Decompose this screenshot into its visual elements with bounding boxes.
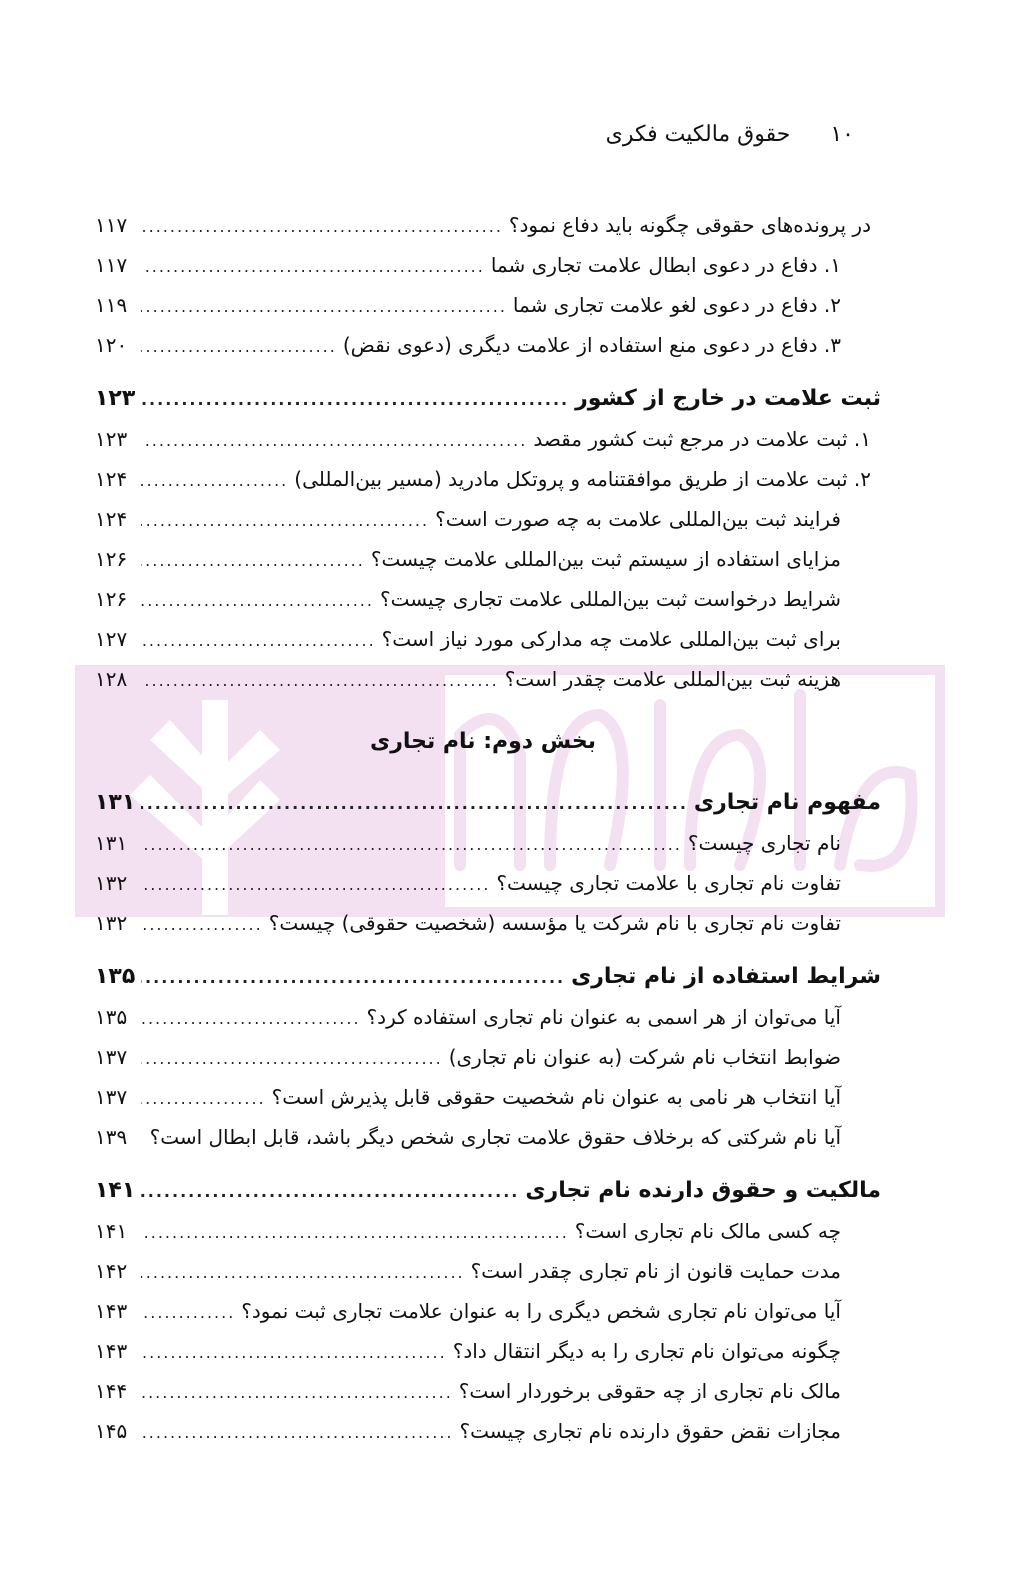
leader-dots [141, 421, 527, 461]
page-number: ۱۰ [830, 122, 854, 147]
leader-dots [141, 287, 507, 327]
leader-dots [141, 865, 490, 905]
toc-entry[interactable]: چه کسی مالک نام تجاری است؟ ..... ۱۴۱ [95, 1211, 871, 1251]
leader-dots [141, 541, 365, 581]
leader-dots [141, 661, 499, 701]
leader-dots [141, 1039, 443, 1079]
part-title: بخش دوم: نام تجاری [370, 729, 596, 754]
leader-dots [141, 461, 288, 501]
toc-entry[interactable]: چگونه می‌توان نام تجاری را به دیگر انتقال داد؟ ..... ۱۴۳ [95, 1331, 871, 1371]
leader-dots [141, 1333, 447, 1373]
toc-entry[interactable]: شرایط درخواست ثبت بین‌المللی علامت تجاری چیست؟ ..... ۱۲۶ [95, 579, 871, 619]
toc-entry[interactable]: آیا انتخاب هر نامی به عنوان نام شخصیت حقوقی قابل پذیرش است؟ ..... ۱۳۷ [95, 1077, 871, 1117]
toc-section-heading[interactable]: ثبت علامت در خارج از کشور ..... ۱۲۳ [95, 379, 871, 419]
leader-dots [141, 1293, 235, 1333]
toc-section-heading[interactable]: مالکیت و حقوق دارنده نام تجاری ..... ۱۴۱ [95, 1171, 871, 1211]
toc-entry[interactable]: تفاوت نام تجاری با نام شرکت یا مؤسسه (شخصیت حقوقی) چیست؟ ..... ۱۳۲ [95, 903, 871, 943]
toc-entry[interactable]: فرایند ثبت بین‌المللی علامت به چه صورت است؟ ..... ۱۲۴ [95, 499, 871, 539]
leader-dots [141, 1413, 453, 1453]
leader-dots [141, 380, 569, 420]
leader-dots [141, 501, 429, 541]
leader-dots [141, 958, 565, 998]
toc-entry[interactable]: نام تجاری چیست؟ ..... ۱۳۱ [95, 823, 871, 863]
leader-dots [141, 327, 337, 367]
toc-entry[interactable]: مالک نام تجاری از چه حقوقی برخوردار است؟ ..... ۱۴۴ [95, 1371, 871, 1411]
toc-entry[interactable]: برای ثبت بین‌المللی علامت چه مدارکی مورد نیاز است؟ ..... ۱۲۷ [95, 619, 871, 659]
toc-entry[interactable]: در پرونده‌های حقوقی چگونه باید دفاع نمود؟ ..... ۱۱۷ [95, 205, 871, 245]
running-head [606, 122, 854, 147]
book-title: حقوق مالکیت فکری [605, 122, 791, 147]
leader-dots [141, 825, 682, 865]
leader-dots [141, 1213, 569, 1253]
leader-dots [141, 207, 503, 247]
leader-dots [141, 581, 374, 621]
toc-entry[interactable]: ۱. ثبت علامت در مرجع ثبت کشور مقصد ..... ۱۲۳ [95, 419, 871, 459]
leader-dots [141, 1172, 519, 1212]
leader-dots [141, 999, 361, 1039]
leader-dots [141, 247, 485, 287]
toc-entry[interactable]: هزینه ثبت بین‌المللی علامت چقدر است؟ ..... ۱۲۸ [95, 659, 871, 699]
toc-entry[interactable]: ۱. دفاع در دعوی ابطال علامت تجاری شما ..... ۱۱۷ [95, 245, 871, 285]
toc-entry[interactable]: ۲. ثبت علامت از طریق موافقتنامه و پروتکل مادرید (مسیر بین‌المللی) ..... ۱۲۴ [95, 459, 871, 499]
toc-entry[interactable]: ۲. دفاع در دعوی لغو علامت تجاری شما ..... ۱۱۹ [95, 285, 871, 325]
toc-entry[interactable]: تفاوت نام تجاری با علامت تجاری چیست؟ ..... ۱۳۲ [95, 863, 871, 903]
leader-dots [141, 1373, 453, 1413]
toc-section-heading[interactable]: مفهوم نام تجاری ..... ۱۳۱ [95, 783, 871, 823]
leader-dots [141, 784, 688, 824]
leader-dots [141, 1119, 144, 1159]
leader-dots [141, 621, 376, 661]
leader-dots [141, 1253, 465, 1293]
toc-entry[interactable]: آیا می‌توان از هر اسمی به عنوان نام تجاری استفاده کرد؟ ..... ۱۳۵ [95, 997, 871, 1037]
leader-dots [141, 905, 263, 945]
toc-entry[interactable]: ضوابط انتخاب نام شرکت (به عنوان نام تجاری) ..... ۱۳۷ [95, 1037, 871, 1077]
toc-entry[interactable]: مدت حمایت قانون از نام تجاری چقدر است؟ ..... ۱۴۲ [95, 1251, 871, 1291]
toc-entry[interactable]: آیا می‌توان نام تجاری شخص دیگری را به عنوان علامت تجاری ثبت نمود؟ ..... ۱۴۳ [95, 1291, 871, 1331]
table-of-contents [95, 205, 881, 1451]
toc-section-heading[interactable]: شرایط استفاده از نام تجاری ..... ۱۳۵ [95, 957, 871, 997]
toc-entry[interactable]: ۳. دفاع در دعوی منع استفاده از علامت دیگری (دعوی نقض) ..... ۱۲۰ [95, 325, 871, 365]
leader-dots [141, 1079, 266, 1119]
toc-entry[interactable]: مجازات نقض حقوق دارنده نام تجاری چیست؟ ..... ۱۴۵ [95, 1411, 871, 1451]
toc-entry[interactable]: مزایای استفاده از سیستم ثبت بین‌المللی علامت چیست؟ ..... ۱۲۶ [95, 539, 871, 579]
toc-entry[interactable]: آیا نام شرکتی که برخلاف حقوق علامت تجاری شخص دیگر باشد، قابل ابطال است؟ ..... ۱۳۹ [95, 1117, 871, 1157]
